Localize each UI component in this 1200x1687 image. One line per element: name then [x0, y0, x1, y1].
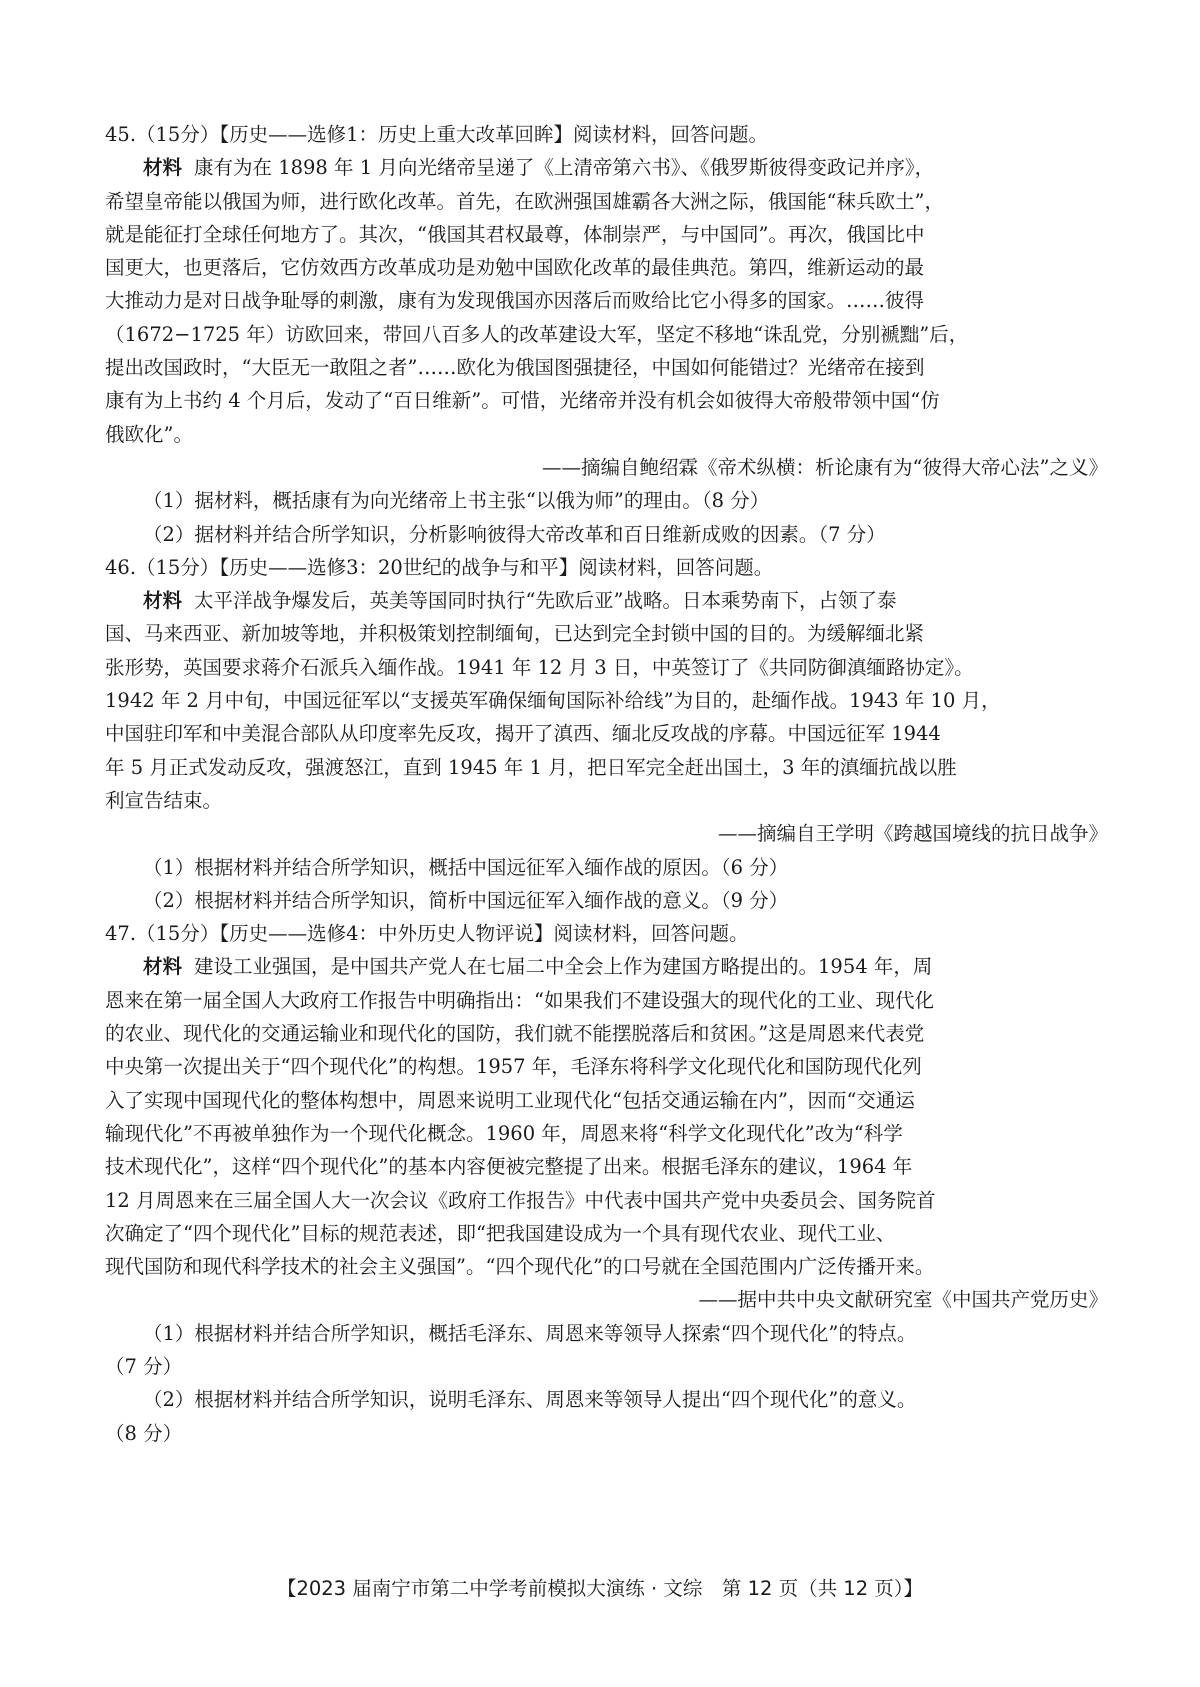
question-46-heading: 46.（15分）【历史——选修3：20世纪的战争与和平】阅读材料，回答问题。	[105, 555, 774, 579]
q45-material-line: 康有为上书约 4 个月后，发动了“百日维新”。可惜，光绪帝并没有机会如彼得大帝般带领中国“仿	[105, 389, 940, 413]
q46-material-line: 张形势，英国要求蒋介石派兵入缅作战。1941 年 12 月 3 日，中英签订了《共同防御滇缅路协定》。	[105, 655, 974, 679]
q46-subquestion-1: （1）根据材料并结合所学知识，概括中国远征军入缅作战的原因。（6 分）	[143, 855, 789, 879]
q45-source-citation: ——摘编自鲍绍霖《帝术纵横：析论康有为“彼得大帝心法”之义》	[542, 455, 1108, 479]
q46-source-citation: ——摘编自王学明《跨越国境线的抗日战争》	[717, 822, 1108, 846]
material-label: 材料	[143, 955, 183, 979]
q45-material-line: 材料 康有为在 1898 年 1 月向光绪帝呈递了《上清帝第六书》、《俄罗斯彼得变政记并序》，	[143, 156, 935, 180]
q45-material-line: 大推动力是对日战争耻辱的刺激，康有为发现俄国亦因落后而败给比它小得多的国家。……彼得	[105, 289, 925, 313]
q47-subquestion-2: （2）根据材料并结合所学知识，说明毛泽东、周恩来等领导人提出“四个现代化”的意义。	[143, 1388, 917, 1412]
q45-material-line: 就是能征打全球任何地方了。其次，“俄国其君权最尊，体制崇严，与中国同”。再次，俄国比中	[105, 222, 925, 246]
q47-material-line: 现代国防和现代科学技术的社会主义强国”。“四个现代化”的口号就在全国范围内广泛传播开来。	[105, 1255, 935, 1279]
q45-material-line: 提出改国政时，“大臣无一敢阻之者”……欧化为俄国图强捷径，中国如何能错过？光绪帝在接到	[105, 356, 925, 380]
q47-material-line: 技术现代化”，这样“四个现代化”的基本内容便被完整提了出来。根据毛泽东的建议，1964 年	[105, 1155, 913, 1179]
q47-material-line: 材料 建设工业强国，是中国共产党人在七届二中全会上作为建国方略提出的。1954 年，周	[143, 955, 933, 979]
q47-material-line: 次确定了“四个现代化”目标的规范表述，即“把我国建设成为一个具有现代农业、现代工业、	[105, 1221, 896, 1245]
q47-material-line: 12 月周恩来在三届全国人大一次会议《政府工作报告》中代表中国共产党中央委员会、国务院首	[105, 1188, 936, 1212]
q45-material-line: （1672−1725 年）访欧回来，带回八百多人的改革建设大军，坚定不移地“诛乱党，分别褫黜”后，	[105, 322, 969, 346]
q46-material-line: 利宣告结束。	[105, 788, 223, 812]
q45-material-line: 希望皇帝能以俄国为师，进行欧化改革。首先，在欧洲强国雄霸各大洲之际，俄国能“秣兵欧土”，	[105, 189, 944, 213]
q47-material-line: 中央第一次提出关于“四个现代化”的构想。1957 年，毛泽东将科学文化现代化和国防现代化列	[105, 1055, 922, 1079]
material-label: 材料	[143, 156, 183, 180]
q46-material-line: 国、马来西亚、新加坡等地，并积极策划控制缅甸，已达到完全封锁中国的目的。为缓解缅北紧	[105, 622, 925, 646]
question-47-heading: 47.（15分）【历史——选修4：中外历史人物评说】阅读材料，回答问题。	[105, 922, 749, 946]
q47-source-citation: ——据中共中央文献研究室《中国共产党历史》	[698, 1288, 1108, 1312]
q47-subquestion-2-points: （8 分）	[105, 1421, 183, 1445]
exam-page	[105, 118, 1108, 1450]
q47-material-line: 输现代化”不再被单独作为一个现代化概念。1960 年，周恩来将“科学文化现代化”改为“科学	[105, 1121, 903, 1145]
q45-subquestion-2: （2）据材料并结合所学知识，分析影响彼得大帝改革和百日维新成败的因素。（7 分）	[143, 522, 886, 546]
q45-material-line: 俄欧化”。	[105, 422, 193, 446]
q46-material-line: 年 5 月正式发动反攻，强渡怒江，直到 1945 年 1 月，把日军完全赶出国土，3 年的滇缅抗战以胜	[105, 755, 957, 779]
q46-material-line: 中国驻印军和中美混合部队从印度率先反攻，揭开了滇西、缅北反攻战的序幕。中国远征军 1944	[105, 722, 941, 746]
q47-subquestion-1-points: （7 分）	[105, 1354, 183, 1378]
q46-material-line: 1942 年 2 月中旬，中国远征军以“支援英军确保缅甸国际补给线”为目的，赴缅作战。1943 年 10 月，	[105, 689, 1001, 713]
material-label: 材料	[143, 589, 183, 613]
question-45-heading: 45.（15分）【历史——选修1：历史上重大改革回眸】阅读材料，回答问题。	[105, 123, 768, 146]
q46-subquestion-2: （2）根据材料并结合所学知识，简析中国远征军入缅作战的意义。（9 分）	[143, 888, 789, 912]
page-footer: 【2023 届南宁市第二中学考前模拟大演练 · 文综 第 12 页（共 12 页）】	[276, 1577, 924, 1600]
q47-material-line: 的农业、现代化的交通运输业和现代化的国防，我们就不能摆脱落后和贫困。”这是周恩来代表党	[105, 1022, 925, 1046]
q47-subquestion-1: （1）根据材料并结合所学知识，概括毛泽东、周恩来等领导人探索“四个现代化”的特点。	[143, 1321, 917, 1345]
q46-material-line: 材料 太平洋战争爆发后，英美等国同时执行“先欧后亚”战略。日本乘势南下，占领了泰	[143, 589, 897, 613]
q45-subquestion-1: （1）据材料，概括康有为向光绪帝上书主张“以俄为师”的理由。（8 分）	[143, 489, 770, 513]
q47-material-line: 入了实现中国现代化的整体构想中，周恩来说明工业现代化“包括交通运输在内”，因而“交通运	[105, 1088, 915, 1112]
q47-material-line: 恩来在第一届全国人大政府工作报告中明确指出：“如果我们不建设强大的现代化的工业、现代化	[105, 988, 934, 1012]
q45-material-line: 国更大，也更落后，它仿效西方改革成功是劝勉中国欧化改革的最佳典范。第四，维新运动的最	[105, 256, 925, 280]
